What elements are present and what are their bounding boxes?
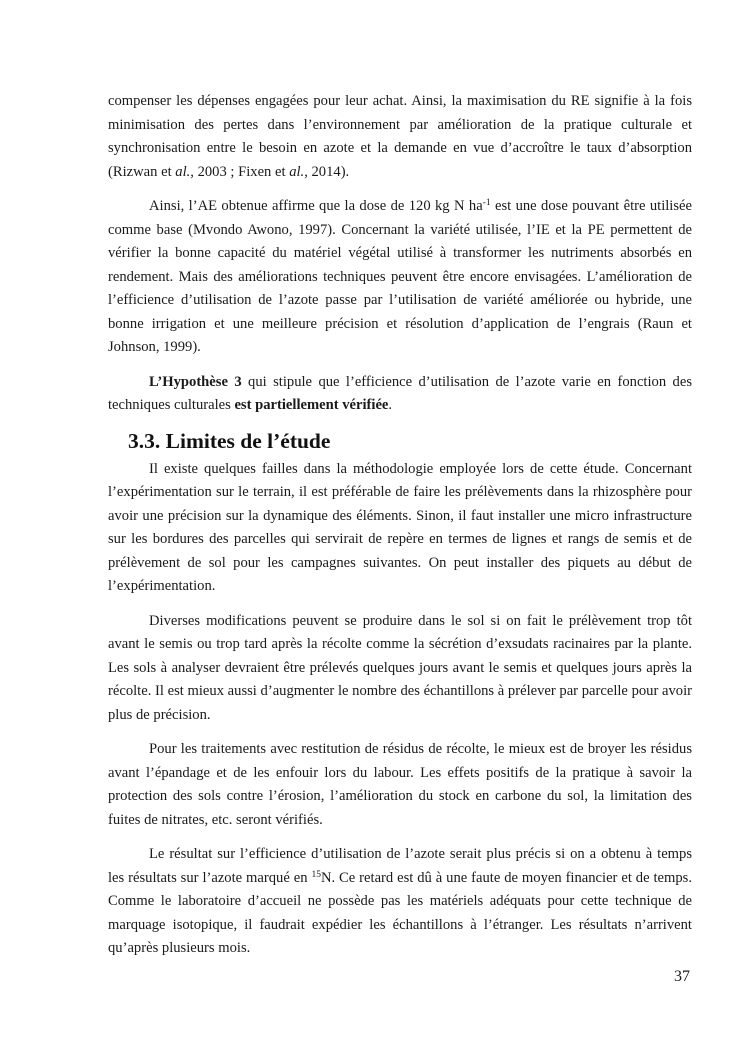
page-number: 37 (674, 968, 690, 985)
paragraph-7: Le résultat sur l’efficience d’utilisation de l’azote serait plus précis si on a obtenu à temps les résultats sur l’azote marqué en $^{15}$N. Ce retard est dû à une faute de moyen financier et de temps. Comme le laboratoire d’accueil ne possède pas les matériels adéquats pour cette technique de marquage isotopique, il faudrait expédier les échantillons à l’étranger. Les résultats n’arrivent qu’après plusieurs mois. (108, 846, 692, 956)
page-body (108, 90, 692, 961)
paragraph-4: Il existe quelques failles dans la méthodologie employée lors de cette étude. Concernant l’expérimentation sur le terrain, il est préférable de faire les prélèvements dans la rhizosphère pour avoir une précision sur la dynamique des éléments. Sinon, il faut installer une micro infrastructure sur les bordures des parcelles qui servirait de repère en termes de lignes et rangs de semis et de prélèvement de sol pour les campagnes suivantes. On peut installer des piquets au début de l’expérimentation. (108, 460, 692, 594)
paragraph-5: Diverses modifications peuvent se produire dans le sol si on fait le prélèvement trop tôt avant le semis ou trop tard après la récolte comme la sécrétion d’exsudats racinaires par la plante. Les sols à analyser devraient être prélevés quelques jours avant le semis et quelques jours après la récolte. Il est mieux aussi d’augmenter le nombre des échantillons à prélever par parcelle pour avoir plus de précision. (108, 612, 692, 723)
paragraph-1: compenser les dépenses engagées pour leur achat. Ainsi, la maximisation du RE signifie à la fois minimisation des pertes dans l’environnement par amélioration de la pratique culturale et synchronisation entre le besoin en azote et la demande en vue d’accroître le taux d’absorption (Rizwan et al., 2003 ; Fixen et al., 2014). (108, 93, 692, 180)
paragraph-hypothesis: L’Hypothèse 3 qui stipule que l’efficience d’utilisation de l’azote varie en fonction des techniques culturales est partiellement vérifiée. (108, 373, 692, 413)
paragraph-2: Ainsi, l’AE obtenue affirme que la dose de 120 kg N $ha^{-1}$ est une dose pouvant être utilisée comme base (Mvondo Awono, 1997). Concernant la variété utilisée, l’IE et la PE permettent de vérifier la bonne capacité du matériel végétal utilisé à transformer les nutriments absorbés en rendement. Mais des améliorations techniques peuvent être encore envisagées. L’amélioration de l’efficience d’utilisation de l’azote passe par l’utilisation de variété améliorée ou hybride, une bonne irrigation et une meilleure précision et résolution d’application de l’engrais (Raun et Johnson, 1999). (108, 198, 692, 355)
section-heading: 3.3. Limites de l’étude (128, 428, 331, 453)
paragraph-6: Pour les traitements avec restitution de résidus de récolte, le mieux est de broyer les résidus avant l’épandage et de les enfouir lors du labour. Les effets positifs de la pratique à savoir la protection des sols contre l’érosion, l’amélioration du stock en carbone du sol, la limitation des fuites de nitrates, etc. seront vérifiés. (108, 741, 692, 828)
